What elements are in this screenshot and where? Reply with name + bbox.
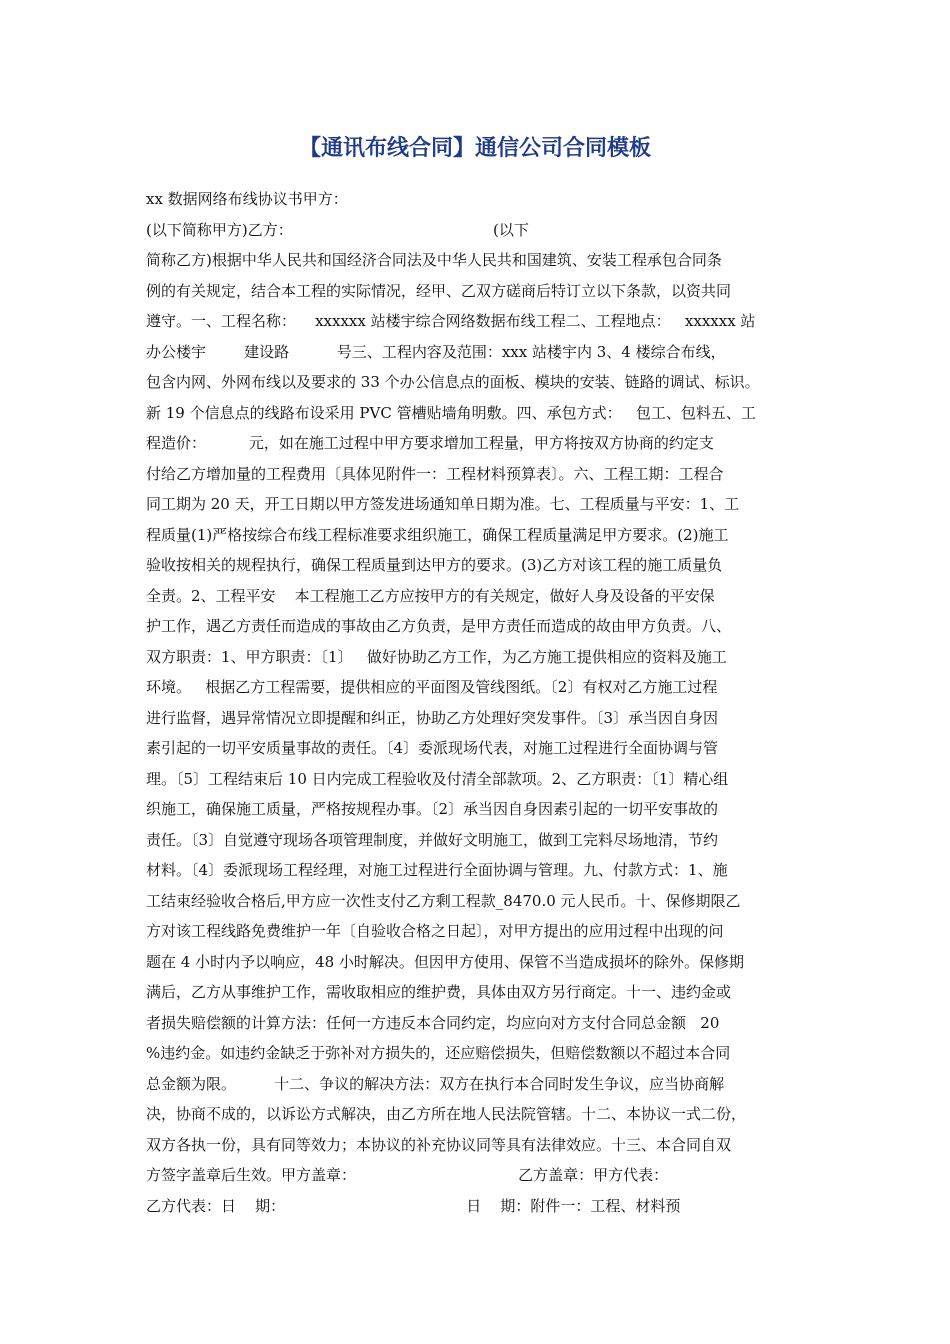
paragraph-line: 付给乙方增加量的工程费用〔具体见附件一：工程材料预算表〕。六、工程工期：工程合 (146, 464, 724, 483)
paragraph-line: 题在 4 小时内予以响应，48 小时解决。但因甲方使用、保管不当造成损坏的除外。保修期 (146, 952, 744, 971)
paragraph-line: 责任。〔3〕自觉遵守现场各项管理制度，并做好文明施工，做到工完料尽场地清，节约 (146, 830, 719, 849)
paragraph-line: 满后，乙方从事维护工作，需收取相应的维护费，具体由双方另行商定。十一、违约金或 (146, 983, 732, 1001)
paragraph-line: 环境。 根据乙方工程需要，提供相应的平面图及管线图纸。〔2〕有权对乙方施工过程 (146, 678, 718, 696)
paragraph-line: 双方职责：1、甲方职责：〔1〕 做好协助乙方工作，为乙方施工提供相应的资料及施工 (146, 647, 727, 666)
paragraph-line: 总金额为限。 十二、争议的解决方法：双方在执行本合同时发生争议，应当协商解 (146, 1074, 725, 1093)
paragraph-line: 验收按相关的规程执行，确保工程质量到达甲方的要求。(3)乙方对该工程的施工质量负 (146, 556, 723, 574)
paragraph-line: 遵守。一、工程名称： xxxxxx 站楼宇综合网络数据布线工程二、工程地点： xxxxxx 站 (146, 312, 756, 330)
paragraph-line: 进行监督，遇异常情况立即提醒和纠正，协助乙方处理好突发事件。〔3〕承当因自身因 (146, 708, 719, 727)
paragraph-line: 程造价： 元，如在施工过程中甲方要求增加工程量，甲方将按双方协商的约定支 (146, 434, 714, 452)
paragraph-line: 包含内网、外网布线以及要求的 33 个办公信息点的面板、模块的安装、链路的调试、标识。 (146, 373, 760, 391)
paragraph-line: 新 19 个信息点的线路布设采用 PVC 管槽贴墙角明敷。四、承包方式： 包工、包料五、工 (146, 403, 756, 422)
paragraph-line: 程质量(1)严格按综合布线工程标准要求组织施工，确保工程质量满足甲方要求。(2)施工 (146, 525, 729, 544)
paragraph-line: 织施工，确保施工质量，严格按规程办事。〔2〕承当因自身因素引起的一切平安事故的 (146, 800, 719, 818)
paragraph-line: 理。〔5〕工程结束后 10 日内完成工程验收及付清全部款项。2、乙方职责：〔1〕精心组 (146, 769, 729, 788)
paragraph-line: 材料。〔4〕委派现场工程经理，对施工过程进行全面协调与管理。九、付款方式：1、施 (146, 861, 728, 879)
paragraph-line: xx 数据网络布线协议书甲方： (146, 190, 348, 208)
paragraph-line: 同工期为 20 天，开工日期以甲方签发进场通知单日期为准。七、工程质量与平安：1、工 (146, 495, 740, 513)
paragraph-line: 方对该工程线路免费维护一年〔自验收合格之日起〕，对甲方提出的应用过程中出现的问 (146, 922, 724, 940)
paragraph-line: 乙方代表：日 期： 日 期：附件一：工程、材料预 (146, 1196, 681, 1215)
paragraph-line: 决，协商不成的，以诉讼方式解决，由乙方所在地人民法院管辖。十二、本协议一式二份， (146, 1105, 747, 1123)
paragraph-line: 方签字盖章后生效。甲方盖章： 乙方盖章：甲方代表： (146, 1166, 669, 1184)
paragraph-line: 双方各执一份，具有同等效力；本协议的补充协议同等具有法律效应。十三、本合同自双 (146, 1135, 732, 1154)
document-title: 【通讯布线合同】通信公司合同模板 (298, 136, 651, 161)
paragraph-line: 工结束经验收合格后,甲方应一次性支付乙方剩工程款_8470.0 元人民币。十、保修期限乙 (146, 891, 741, 910)
paragraph-line: 全责。2、工程平安 本工程施工乙方应按甲方的有关规定，做好人身及设备的平安保 (146, 586, 715, 605)
paragraph-line: (以下简称甲方)乙方： (以下 (146, 220, 529, 239)
paragraph-line: 者损失赔偿额的计算方法：任何一方违反本合同约定，均应向对方支付合同总金额 20 (146, 1013, 720, 1032)
paragraph-line: 护工作，遇乙方责任而造成的事故由乙方负责，是甲方责任而造成的故由甲方负责。八、 (146, 617, 732, 635)
paragraph-line: 素引起的一切平安质量事故的责任。〔4〕委派现场代表，对施工过程进行全面协调与管 (146, 739, 719, 757)
document-body (146, 184, 810, 1221)
paragraph-line: 办公楼宇 建设路 号三、工程内容及范围：xxx 站楼宇内 3、4 楼综合布线， (146, 342, 726, 361)
paragraph-line: %违约金。如违约金缺乏于弥补对方损失的，还应赔偿损失，但赔偿数额以不超过本合同 (146, 1044, 731, 1062)
paragraph-line: 例的有关规定，结合本工程的实际情况，经甲、乙双方磋商后特订立以下条款，以资共同 (146, 281, 732, 300)
paragraph-line: 简称乙方)根据中华人民共和国经济合同法及中华人民共和国建筑、安装工程承包合同条 (146, 251, 722, 269)
